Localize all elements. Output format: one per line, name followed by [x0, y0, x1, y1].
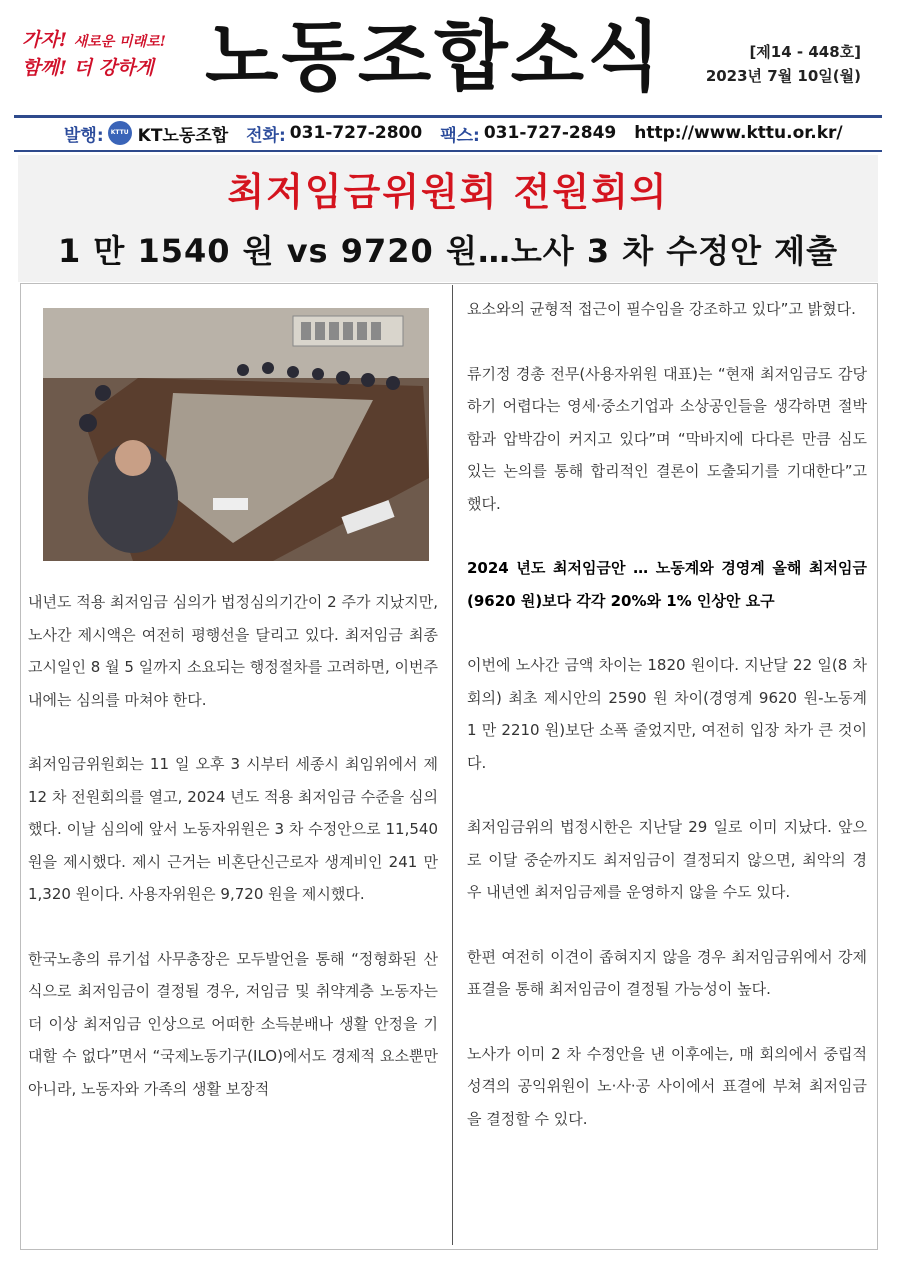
- tel-label: 전화:: [246, 125, 286, 146]
- fax-number: 031-727-2849: [483, 123, 617, 143]
- section-subheading: 2024 년도 최저임금안 … 노동계와 경영계 올해 최저임금(9620 원)보다 각각 20%와 1% 인상안 요구: [467, 559, 867, 610]
- bottom-rule: [14, 150, 882, 152]
- column-divider: [452, 285, 453, 1245]
- publisher-org: KT노동조합: [137, 125, 229, 146]
- website-link[interactable]: http://www.kttu.or.kr/: [634, 123, 843, 143]
- headline-title: 최저임금위원회 전원회의: [227, 170, 669, 214]
- fax-label: 팩스:: [440, 125, 480, 146]
- slogan-line1-a: 가자!: [22, 29, 68, 51]
- issue-date: 2023년 7월 10일(월): [705, 67, 861, 85]
- meeting-photo-illustration: [43, 308, 429, 561]
- left-paragraph-1: 내년도 적용 최저임금 심의가 법정심의기간이 2 주가 지났지만, 노사간 제시액은 여전히 평행선을 달리고 있다. 최저임금 최종 고시일인 8 월 5 일까지 소요되는 행정절차를 고려하면, 이번주 내에는 심의를 마쳐야 한다.: [28, 593, 438, 709]
- newsletter-title: 노동조합소식: [205, 12, 664, 101]
- issue-info: [706, 40, 861, 88]
- right-paragraph-1: 요소와의 균형적 접근이 필수임을 강조하고 있다”고 밝혔다.: [467, 300, 856, 318]
- headline-subtitle: 1 만 1540 원 vs 9720 원…노사 3 차 수정안 제출: [57, 232, 838, 270]
- meeting-photo: [43, 308, 429, 561]
- right-paragraph-6: 노사가 이미 2 차 수정안을 낸 이후에는, 매 회의에서 중립적 성격의 공익위원이 노·사·공 사이에서 표결에 부쳐 최저임금을 결정할 수 있다.: [467, 1044, 867, 1128]
- slogan: [22, 28, 166, 80]
- issue-number: [제14 - 448호]: [749, 43, 861, 61]
- left-paragraph-3: 한국노총의 류기섭 사무총장은 모두발언을 통해 “정형화된 산식으로 최저임금이 결정될 경우, 저임금 및 취약계층 노동자는 더 이상 최저임금 인상으로 어떠한 소득분배나 생활 안정을 기대할 수 없다”면서 “국제노동기구(ILO)에서도 경제적 요소뿐만 아니라, 노동자와 가족의 생활 보장적: [28, 949, 438, 1098]
- right-paragraph-4: 최저임금위의 법정시한은 지난달 29 일로 이미 지났다. 앞으로 이달 중순까지도 최저임금이 결정되지 않으면, 최악의 경우 내년엔 최저임금제를 운영하지 않을 수도 있다.: [467, 818, 867, 901]
- slogan-line1-b: 새로운 미래로!: [73, 34, 166, 50]
- right-paragraph-5: 한편 여전히 이견이 좁혀지지 않을 경우 최저임금위에서 강제 표결을 통해 최저임금이 결정될 가능성이 높다.: [467, 947, 867, 998]
- slogan-line2: 함께! 더 강하게: [22, 56, 154, 79]
- kttu-logo-icon: KTTU: [108, 121, 132, 145]
- right-paragraph-3: 이번에 노사간 금액 차이는 1820 원이다. 지난달 22 일(8 차 회의) 최초 제시안의 2590 원 차이(경영계 9620 원-노동계 1 만 2210 원)보단 소폭 줄었지만, 여전히 입장 차가 큰 것이다.: [467, 656, 867, 772]
- publisher-bar: [14, 118, 882, 148]
- right-column: [467, 293, 867, 1135]
- left-paragraph-2: 최저임금위원회는 11 일 오후 3 시부터 세종시 최임위에서 제 12 차 전원회의를 열고, 2024 년도 적용 최저임금 수준을 심의했다. 이날 심의에 앞서 노동자위원은 3 차 수정안으로 11,540 원을 제시했다. 제시 근거는 비혼단신근로자 생계비인 241 만 1,320 원이다. 사용자위원은 9,720 원을 제시했다.: [28, 755, 438, 903]
- headline-box: [18, 155, 878, 282]
- left-column: [28, 586, 438, 1105]
- tel-number: 031-727-2800: [289, 123, 423, 143]
- publisher-label: 발행:: [64, 125, 104, 146]
- masthead: [0, 0, 897, 115]
- right-paragraph-2: 류기정 경총 전무(사용자위원 대표)는 “현재 최저임금도 감당하기 어렵다는 영세·중소기업과 소상공인들을 생각하면 절박함과 압박감이 커지고 있다”며 “막바지에 다다른 만큼 심도 있는 논의를 통해 합리적인 결론이 도출되기를 기대한다”고 했다.: [467, 364, 867, 513]
